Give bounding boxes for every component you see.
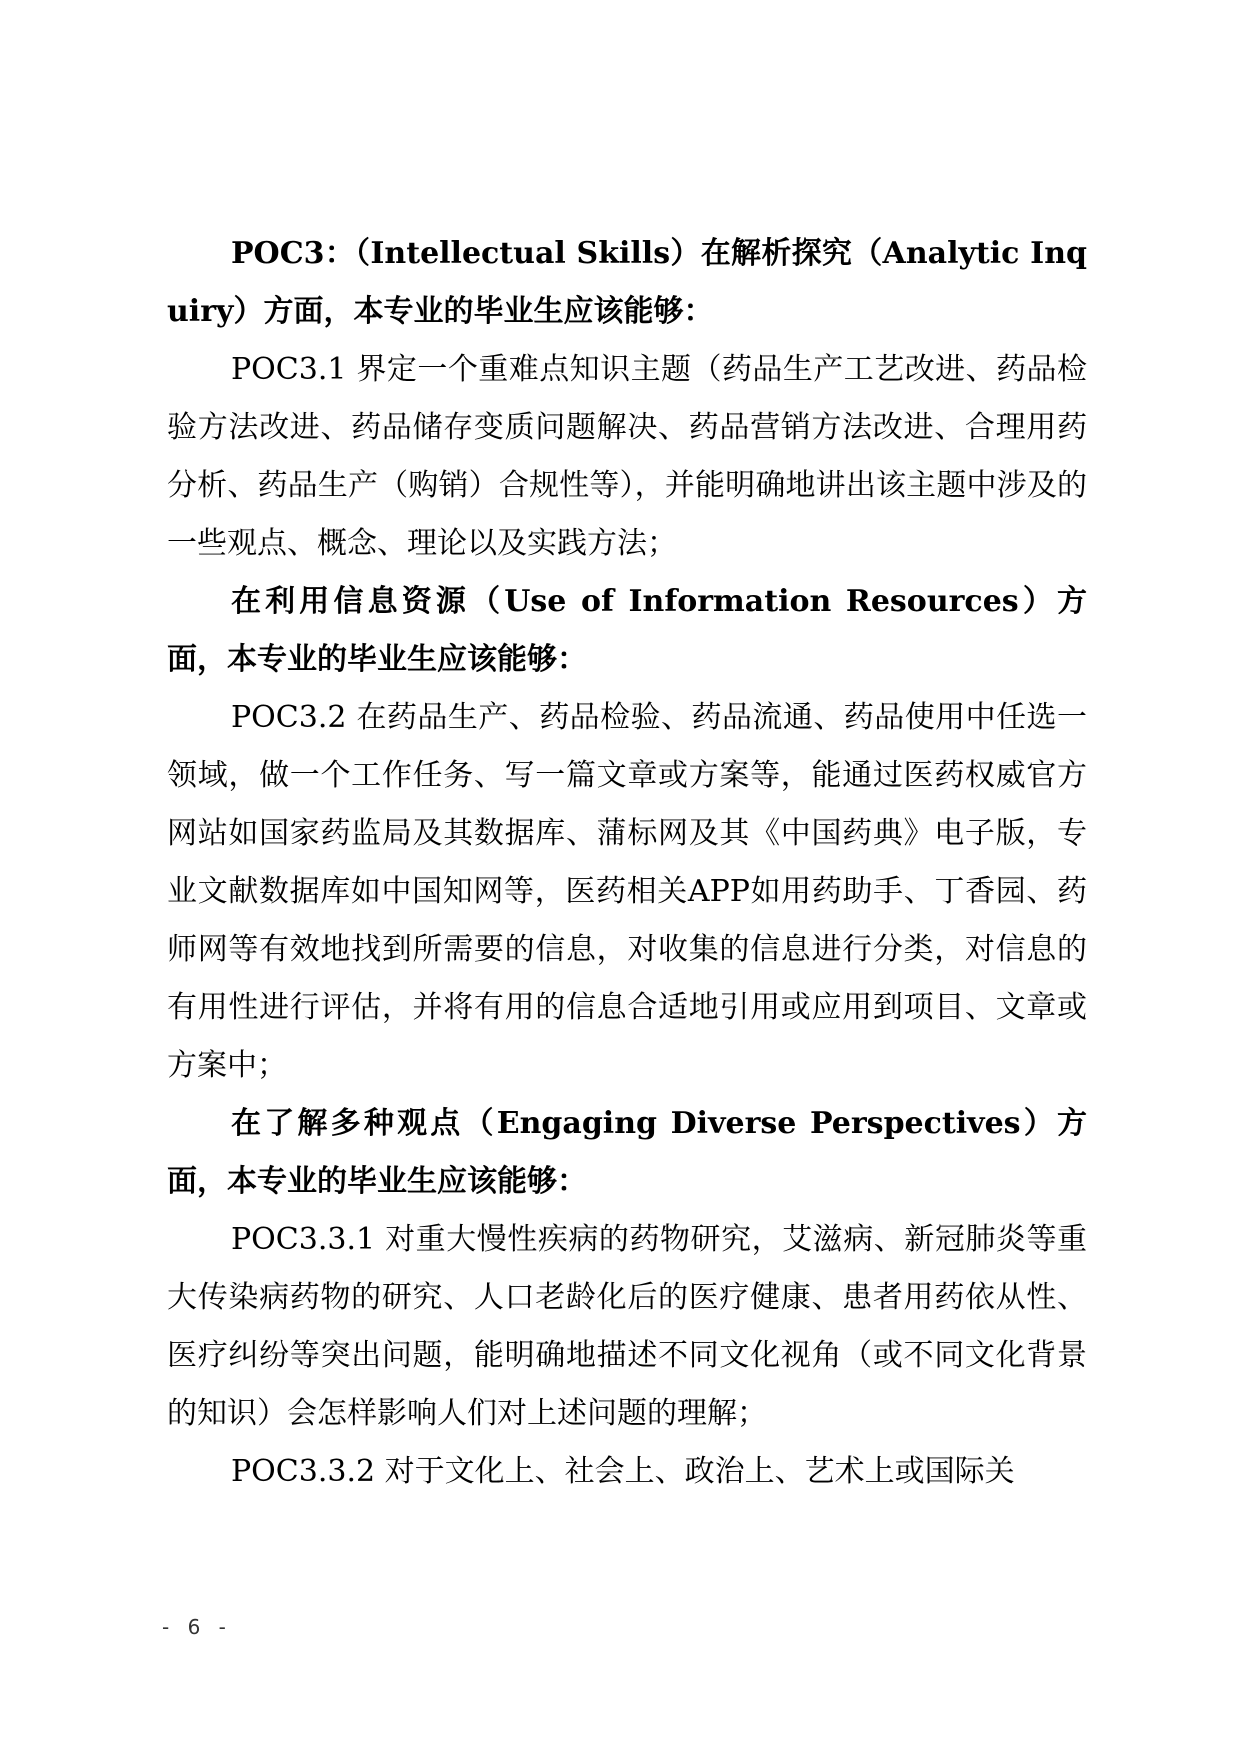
paragraph-poc3-1: POC3.1 界定一个重难点知识主题（药品生产工艺改进、药品检验方法改进、药品储存变质问题解决、药品营销方法改进、合理用药分析、药品生产（购销）合规性等），并能明确地讲出该主题中涉及的一些观点、概念、理论以及实践方法； (167, 352, 1087, 561)
page-number: - 6 - (162, 1615, 232, 1639)
heading-diverse-perspectives: 在了解多种观点（Engaging Diverse Perspectives）方面，本专业的毕业生应该能够： (167, 1106, 1087, 1199)
paragraph-poc3-3-1: POC3.3.1 对重大慢性疾病的药物研究，艾滋病、新冠肺炎等重大传染病药物的研究、人口老龄化后的医疗健康、患者用药依从性、医疗纠纷等突出问题，能明确地描述不同文化视角（或不同文化背景的知识）会怎样影响人们对上述问题的理解； (167, 1222, 1087, 1431)
paragraph-poc3-2: POC3.2 在药品生产、药品检验、药品流通、药品使用中任选一领域，做一个工作任务、写一篇文章或方案等，能通过医药权威官方网站如国家药监局及其数据库、蒲标网及其《中国药典》电子版，专业文献数据库如中国知网等，医药相关APP如用药助手、丁香园、药师网等有效地找到所需要的信息，对收集的信息进行分类，对信息的有用性进行评估，并将有用的信息合适地引用或应用到项目、文章或方案中； (167, 700, 1087, 1083)
heading-analytic-inquiry: POC3：（Intellectual Skills）在解析探究（Analytic Inquiry）方面，本专业的毕业生应该能够： (167, 236, 1087, 329)
document-body (167, 225, 1087, 1501)
heading-information-resources: 在利用信息资源（Use of Information Resources）方面，本专业的毕业生应该能够： (167, 584, 1087, 677)
paragraph-poc3-3-2: POC3.3.2 对于文化上、社会上、政治上、艺术上或国际关 (231, 1454, 1015, 1489)
